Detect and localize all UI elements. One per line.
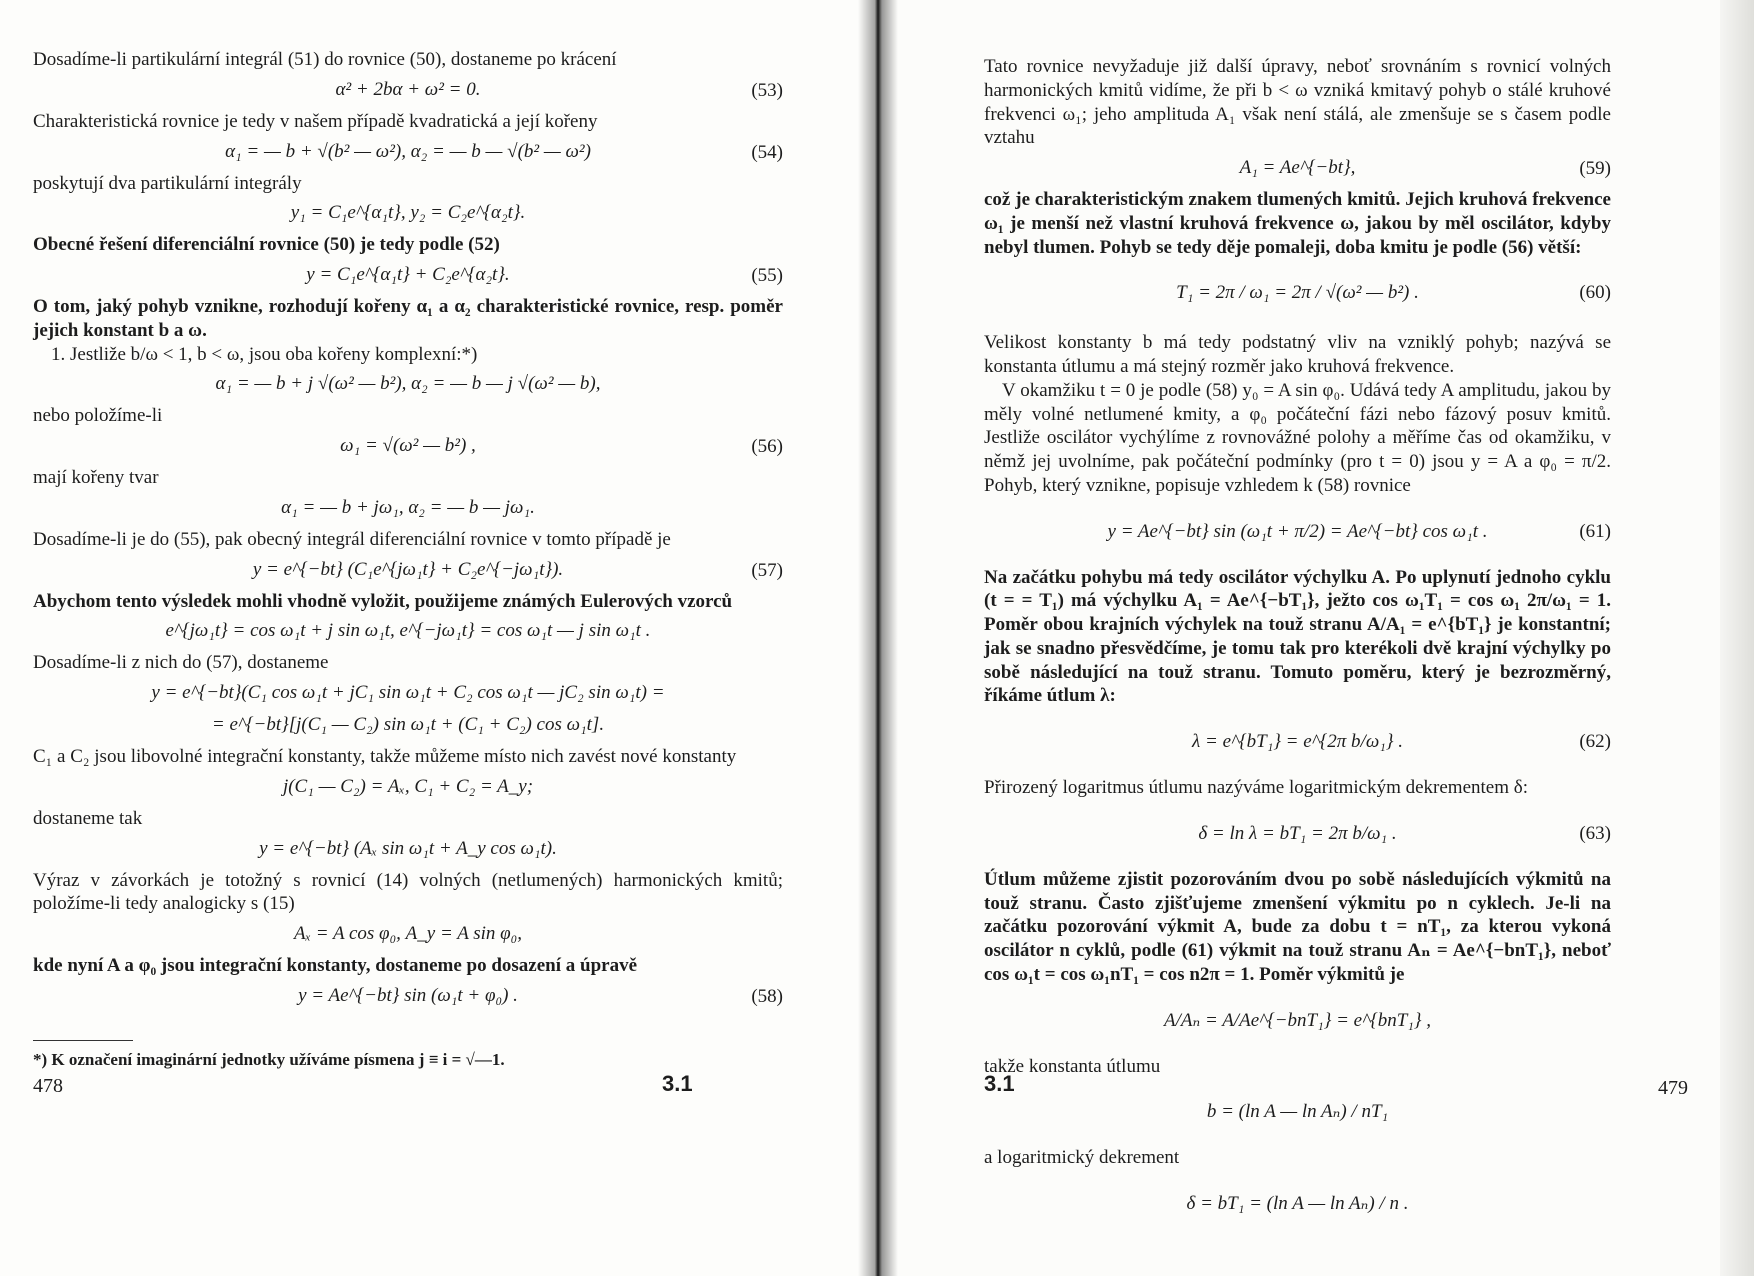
left-page-text (33, 48, 783, 1070)
paragraph: a logaritmický dekrement (984, 1147, 1180, 1169)
equation-58: y = Ae^{−bt} sin (ω₁t + φ₀) . (58) (298, 984, 783, 1007)
equation-expanded-1: y = e^{−bt}(C₁ cos ω₁t + jC₁ sin ω₁t + C₂ cos ω₁t — jC₂ sin ω₁t) = (151, 682, 665, 703)
equation-euler: e^{jω₁t} = cos ω₁t + j sin ω₁t, e^{−jω₁t} = cos ω₁t — j sin ω₁t . (165, 620, 651, 642)
equation-61: y = Ae^{−bt} sin (ω₁t + π/2) = Ae^{−bt} cos ω₁t . (61) (1107, 520, 1611, 542)
equation-62: λ = e^{bT₁} = e^{2π b/ω₁} . (62) (1192, 731, 1611, 753)
equation-complex-roots: α₁ = — b + j √(ω² — b²), α₂ = — b — j √(ω² — b), (215, 373, 601, 395)
equation-damping-constant: b = (ln A — ln Aₙ) / nT₁ (1206, 1101, 1389, 1123)
book-gutter (858, 0, 898, 1276)
paragraph: poskytují dva partikulární integrály (33, 172, 302, 194)
equation-54: α₁ = — b + √(b² — ω²), α₂ = — b — √(b² — ω²) (54) (225, 140, 783, 163)
right-page (876, 0, 1754, 1276)
page-number: 478 (33, 1075, 63, 1097)
paragraph: Dosadíme-li je do (55), pak obecný integrál diferenciální rovnice v tomto případě je (33, 528, 671, 550)
equation-roots-j: α₁ = — b + jω₁, α₂ = — b — jω₁. (281, 496, 535, 518)
paragraph: Výraz v závorkách je totožný s rovnicí (14) volných (netlumených) harmonických kmitů; položíme-li tedy analogicky s (15) (33, 869, 783, 915)
paragraph: takže konstanta útlumu (984, 1055, 1161, 1077)
equation-ax-ay: Aₓ = A cos φ₀, A_y = A sin φ₀, (293, 923, 522, 944)
equation-57: y = e^{−bt} (C₁e^{jω₁t} + C₂e^{−jω₁t}). (57) (252, 558, 783, 581)
equation-59: A₁ = Ae^{−bt}, (59) (1239, 157, 1611, 180)
paragraph: V okamžiku t = 0 je podle (58) y₀ = A sin φ₀. Udává tedy A amplitudu, jakou by měly volné netlumené kmity, a φ₀ počáteční fázi nebo fázový posuv kmitů. Jestliže oscilátor vychýlíme z rovnovážné polohy a měříme čas od okamžiku, v němž jej uvolníme, pak počáteční podmínky (pro t = 0) jsou y = A a φ₀ = π/2. Pohyb, který vznikne, popisuje vzhledem k (58) rovnice (984, 379, 1611, 496)
paragraph: Útlum můžeme zjistit pozorováním dvou po sobě následujících výkmitů na touž stranu. Často zjišťujeme zmenšení výkmitu po n cyklech. Je-li na začátku pozorování výkmit A, bude za dobu t = nT₁, za kterou vykoná oscilátor n cyklů, podle (61) výkmit na touž stranu Aₙ = Ae^{−bnT₁}, neboť cos ω₁t = cos ω₁nT₁ = cos n2π = 1. Poměr výkmitů je (984, 868, 1611, 985)
footnote-rule (33, 1040, 133, 1041)
section-marker: 3.1 (662, 1071, 693, 1096)
equation-56: ω₁ = √(ω² — b²) , (56) (340, 435, 783, 458)
paragraph: Tato rovnice nevyžaduje již další úpravy, neboť srovnáním s rovnicí volných harmonických kmitů vidíme, že při b < ω vzniká kmitavý pohyb o stálé kruhové frekvenci ω₁; jeho amplituda A₁ však není stálá, ale zmenšuje se s časem podle vztahu (984, 56, 1611, 149)
page-number: 479 (1658, 1077, 1688, 1099)
paragraph: Dosadíme-li partikulární integrál (51) do rovnice (50), dostaneme po krácení (33, 49, 617, 70)
paragraph: O tom, jaký pohyb vznikne, rozhodují kořeny α₁ a α₂ charakteristické rovnice, resp. poměr jejich konstant b a ω. (33, 296, 783, 341)
equation-60: T₁ = 2π / ω₁ = 2π / √(ω² — b²) . (60) (1176, 282, 1611, 304)
equation-log-decrement: δ = bT₁ = (ln A — ln Aₙ) / n . (1186, 1193, 1409, 1214)
paragraph: Na začátku pohybu má tedy oscilátor výchylku A. Po uplynutí jednoho cyklu (t = = T₁) má výchylku A₁ = Ae^{−bT₁}, ježto cos ω₁T₁ = cos ω₁ 2π/ω₁ = 1. Poměr obou krajních výchylek na touž stranu A/A₁ = e^{bT₁} je konstantní; jak se snadno přesvědčíme, je tomu tak pro kterékoli dvě krajní výchylky po sobě následující na touž stranu. Tomuto poměru, který je bezrozměrný, říkáme útlum λ: (984, 566, 1611, 707)
paragraph: dostaneme tak (33, 807, 143, 829)
paragraph: C₁ a C₂ jsou libovolné integrační konstanty, takže můžeme místo nich zavést nové konstanty (33, 746, 737, 767)
equation-y1-y2: y₁ = C₁e^{α₁t}, y₂ = C₂e^{α₂t}. (290, 202, 526, 224)
equation-63: δ = ln λ = bT₁ = 2π b/ω₁ . (63) (1198, 822, 1611, 844)
paragraph: Abychom tento výsledek mohli vhodně vyložit, použijeme známých Eulerových vzorců (33, 590, 733, 612)
equation-new-constants: j(C₁ — C₂) = Aₓ, C₁ + C₂ = A_y; (282, 775, 534, 797)
equation-53: α² + 2bα + ω² = 0. (53) (335, 78, 783, 101)
right-page-text (984, 55, 1611, 1238)
paragraph: Obecné řešení diferenciální rovnice (50) je tedy podle (52) (33, 234, 500, 256)
paragraph: Velikost konstanty b má tedy podstatný vliv na vzniklý pohyb; nazývá se konstanta útlumu a má stejný rozměr jako kruhová frekvence. (984, 332, 1611, 377)
paragraph: kde nyní A a φ₀ jsou integrační konstanty, dostaneme po dosazení a úpravě (33, 955, 638, 976)
section-marker: 3.1 (984, 1071, 1015, 1096)
paragraph: Dosadíme-li z nich do (57), dostaneme (33, 652, 329, 674)
equation-amplitude-ratio: A/Aₙ = A/Ae^{−bnT₁} = e^{bnT₁} , (1164, 1009, 1431, 1031)
equation-expanded-2: = e^{−bt}[j(C₁ — C₂) sin ω₁t + (C₁ + C₂) cos ω₁t]. (211, 714, 605, 735)
paragraph: což je charakteristickým znakem tlumených kmitů. Jejich kruhová frekvence ω₁ je menší než vlastní kruhová frekvence ω, jakou by měl oscilátor, kdyby nebyl tlumen. Pohyb se tedy děje pomaleji, doba kmitu je podle (56) větší: (984, 189, 1611, 258)
paragraph: mají kořeny tvar (33, 467, 159, 488)
paragraph: 1. Jestliže b/ω < 1, b < ω, jsou oba kořeny komplexní:*) (51, 343, 478, 365)
page-edge-shadow (1720, 0, 1754, 1276)
paragraph: nebo položíme-li (33, 405, 163, 427)
equation-55: y = C₁e^{α₁t} + C₂e^{α₂t}. (55) (306, 264, 783, 287)
left-page (0, 0, 876, 1276)
paragraph: Přirozený logaritmus útlumu nazýváme logaritmickým dekrementem δ: (984, 777, 1528, 798)
equation-y-ax-ay: y = e^{−bt} (Aₓ sin ω₁t + A_y cos ω₁t). (259, 837, 557, 859)
footnote: *) K označení imaginární jednotky užíváme písmena j ≡ i = √—1. (33, 1049, 505, 1069)
paragraph: Charakteristická rovnice je tedy v našem případě kvadratická a její kořeny (33, 110, 598, 132)
